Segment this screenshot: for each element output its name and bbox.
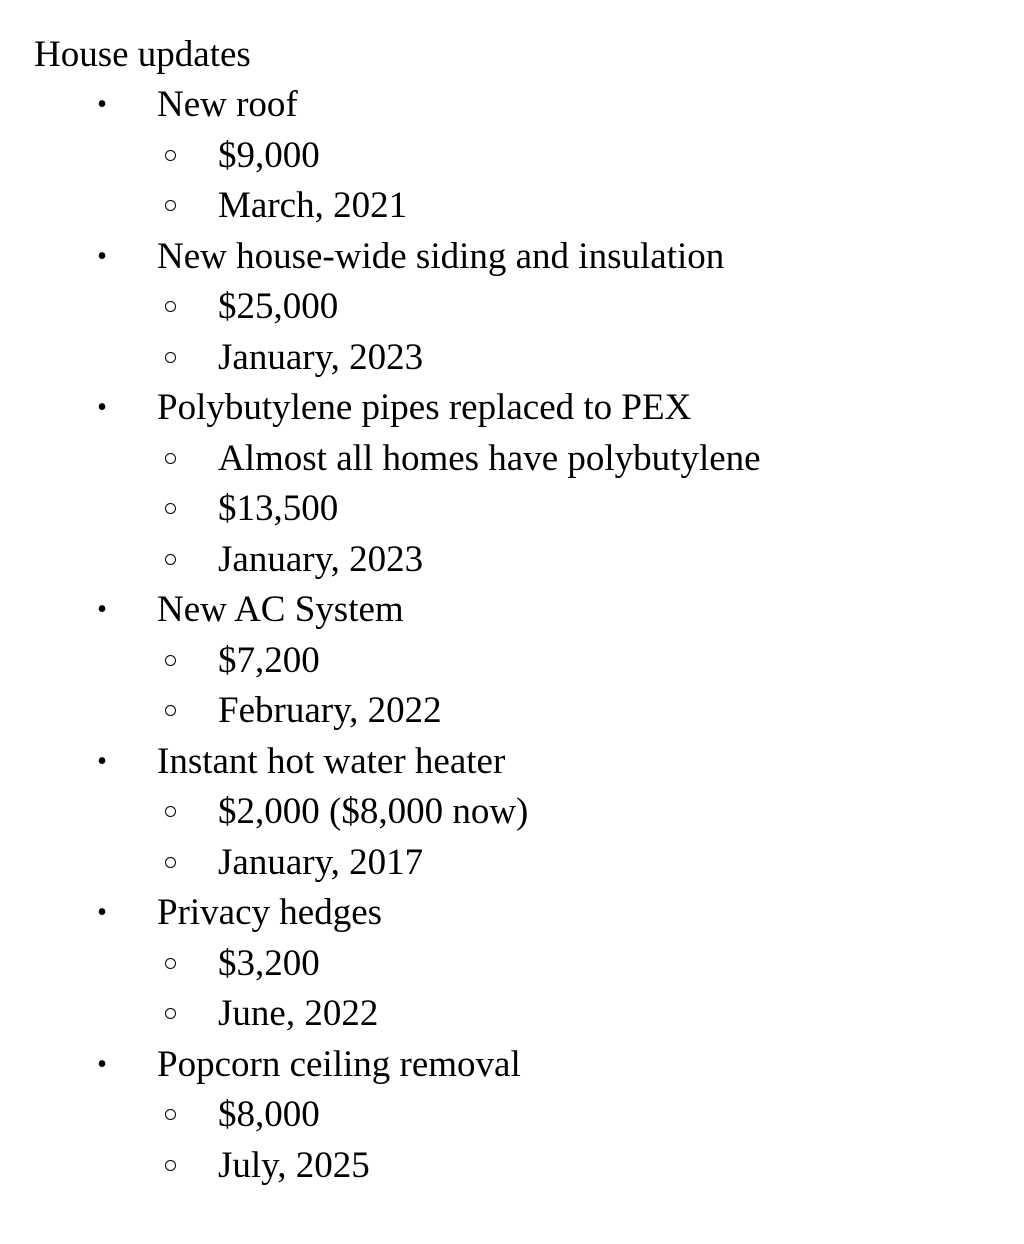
bullet-icon: •: [97, 897, 107, 928]
sub-list-item-text: $9,000: [218, 134, 320, 176]
sub-list-item-text: March, 2021: [218, 185, 408, 226]
sub-list-item: [0, 484, 1024, 535]
list-item: [0, 737, 1024, 788]
bullet-icon: •: [97, 1048, 107, 1080]
sub-list-item-text: January, 2023: [218, 538, 424, 580]
list-item-label: New AC System: [157, 589, 404, 630]
list-item: [0, 585, 1024, 636]
sub-list-item: [0, 333, 1024, 384]
hollow-bullet-icon: [165, 655, 176, 666]
document-title: House updates: [34, 34, 251, 75]
sub-list-item: [0, 989, 1024, 1040]
bullet-icon: •: [97, 745, 107, 777]
bullet-icon: •: [97, 392, 107, 423]
bullet-icon: •: [97, 89, 107, 120]
list-item: [0, 383, 1024, 434]
hollow-bullet-icon: [165, 200, 176, 211]
sub-list-item-text: July, 2025: [218, 1144, 370, 1186]
sub-list-item: [0, 787, 1024, 838]
hollow-bullet-icon: [165, 958, 176, 969]
list-item-label: Privacy hedges: [157, 892, 383, 933]
list-item-label: New house-wide siding and insulation: [157, 235, 725, 277]
sub-list-item-text: $25,000: [218, 286, 339, 327]
hollow-bullet-icon: [165, 453, 176, 464]
sub-list-item: [0, 636, 1024, 687]
sub-list-item-text: February, 2022: [218, 690, 442, 731]
bullet-icon: •: [97, 594, 107, 625]
sub-list-item: [0, 282, 1024, 333]
hollow-bullet-icon: [165, 352, 176, 363]
hollow-bullet-icon: [165, 150, 176, 161]
hollow-bullet-icon: [165, 705, 176, 716]
sub-list-item-text: Almost all homes have polybutylene: [218, 437, 761, 479]
house-updates-list: [0, 80, 1024, 1191]
list-item: [0, 232, 1024, 283]
list-item: [0, 888, 1024, 939]
list-item-label: Popcorn ceiling removal: [157, 1043, 521, 1085]
sub-list-item-text: June, 2022: [218, 993, 379, 1034]
sub-list-item: [0, 535, 1024, 586]
sub-list-item: [0, 838, 1024, 889]
sub-list-item-text: $8,000: [218, 1094, 320, 1135]
sub-list-item-text: January, 2017: [218, 841, 424, 883]
sub-list-item-text: $2,000 ($8,000 now): [218, 791, 529, 832]
hollow-bullet-icon: [165, 554, 176, 565]
sub-list-item-text: $7,200: [218, 639, 320, 681]
sub-list-item: [0, 939, 1024, 990]
sub-list-item-text: January, 2023: [218, 336, 424, 378]
sub-list-item: [0, 1090, 1024, 1141]
sub-list-item: [0, 1141, 1024, 1192]
hollow-bullet-icon: [165, 857, 176, 868]
sub-list-item: [0, 181, 1024, 232]
hollow-bullet-icon: [165, 1109, 176, 1120]
bullet-icon: •: [97, 240, 107, 272]
sub-list-item-text: $13,500: [218, 488, 339, 529]
list-item-label: Polybutylene pipes replaced to PEX: [157, 387, 692, 428]
list-item: [0, 80, 1024, 131]
list-item: [0, 1040, 1024, 1091]
hollow-bullet-icon: [165, 806, 176, 817]
list-item-label: New roof: [157, 84, 298, 125]
list-item-label: Instant hot water heater: [157, 740, 506, 782]
sub-list-item: [0, 686, 1024, 737]
sub-list-item: [0, 131, 1024, 182]
hollow-bullet-icon: [165, 1160, 176, 1171]
hollow-bullet-icon: [165, 301, 176, 312]
hollow-bullet-icon: [165, 503, 176, 514]
sub-list-item: [0, 434, 1024, 485]
sub-list-item-text: $3,200: [218, 942, 320, 984]
hollow-bullet-icon: [165, 1008, 176, 1019]
